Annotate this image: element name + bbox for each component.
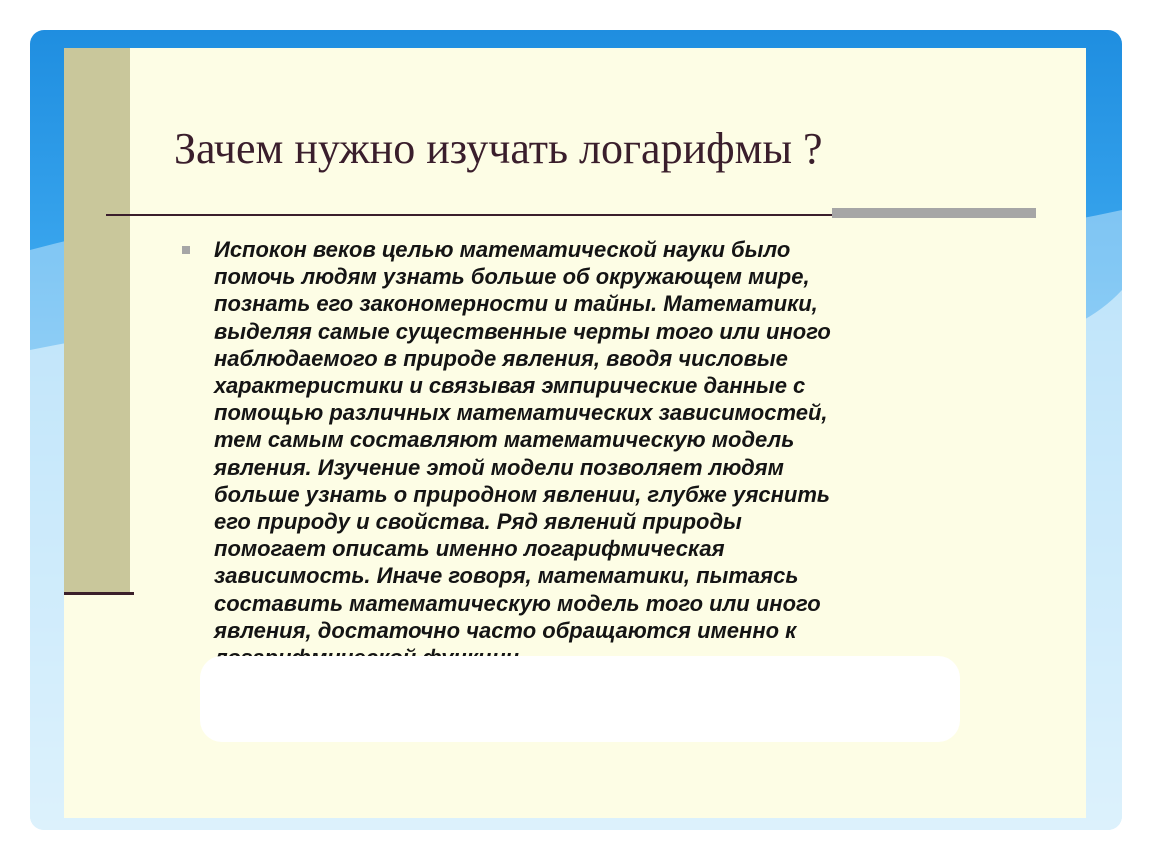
side-bar bbox=[64, 48, 130, 594]
body-line: явления, достаточно часто обращаются именно к bbox=[214, 617, 797, 643]
slide bbox=[64, 48, 1086, 818]
title-accent-bar bbox=[832, 208, 1036, 218]
body-line: его природу и свойства. Ряд явлений природы bbox=[214, 509, 742, 535]
body-line: помощью различных математических зависимостей, bbox=[214, 400, 828, 426]
body-line: составить математическую модель того или иного bbox=[214, 590, 821, 616]
body-line: тем самым составляют математическую модель bbox=[214, 427, 795, 453]
body-line: выделяя самые существенные черты того или иного bbox=[214, 318, 831, 344]
bullet-square-icon bbox=[182, 246, 190, 254]
body-paragraph bbox=[214, 236, 1014, 671]
body-line: больше узнать о природном явлении, глубже уяснить bbox=[214, 481, 830, 507]
side-divider bbox=[64, 592, 134, 595]
body-line: познать его закономерности и тайны. Математики, bbox=[214, 291, 818, 317]
body-line: наблюдаемого в природе явления, вводя числовые bbox=[214, 345, 788, 371]
body-line: помочь людям узнать больше об окружающем мире, bbox=[214, 264, 810, 290]
body-line: явления. Изучение этой модели позволяет людям bbox=[214, 454, 784, 480]
body-line: помогает описать именно логарифмическая bbox=[214, 536, 725, 562]
slide-title: Зачем нужно изучать логарифмы ? bbox=[174, 124, 823, 173]
white-cover-patch bbox=[200, 656, 960, 742]
body-line: характеристики и связывая эмпирические данные с bbox=[214, 373, 806, 399]
body-line: Испокон веков целью математической науки было bbox=[214, 237, 791, 262]
body-line: зависимость. Иначе говоря, математики, пытаясь bbox=[214, 563, 799, 589]
